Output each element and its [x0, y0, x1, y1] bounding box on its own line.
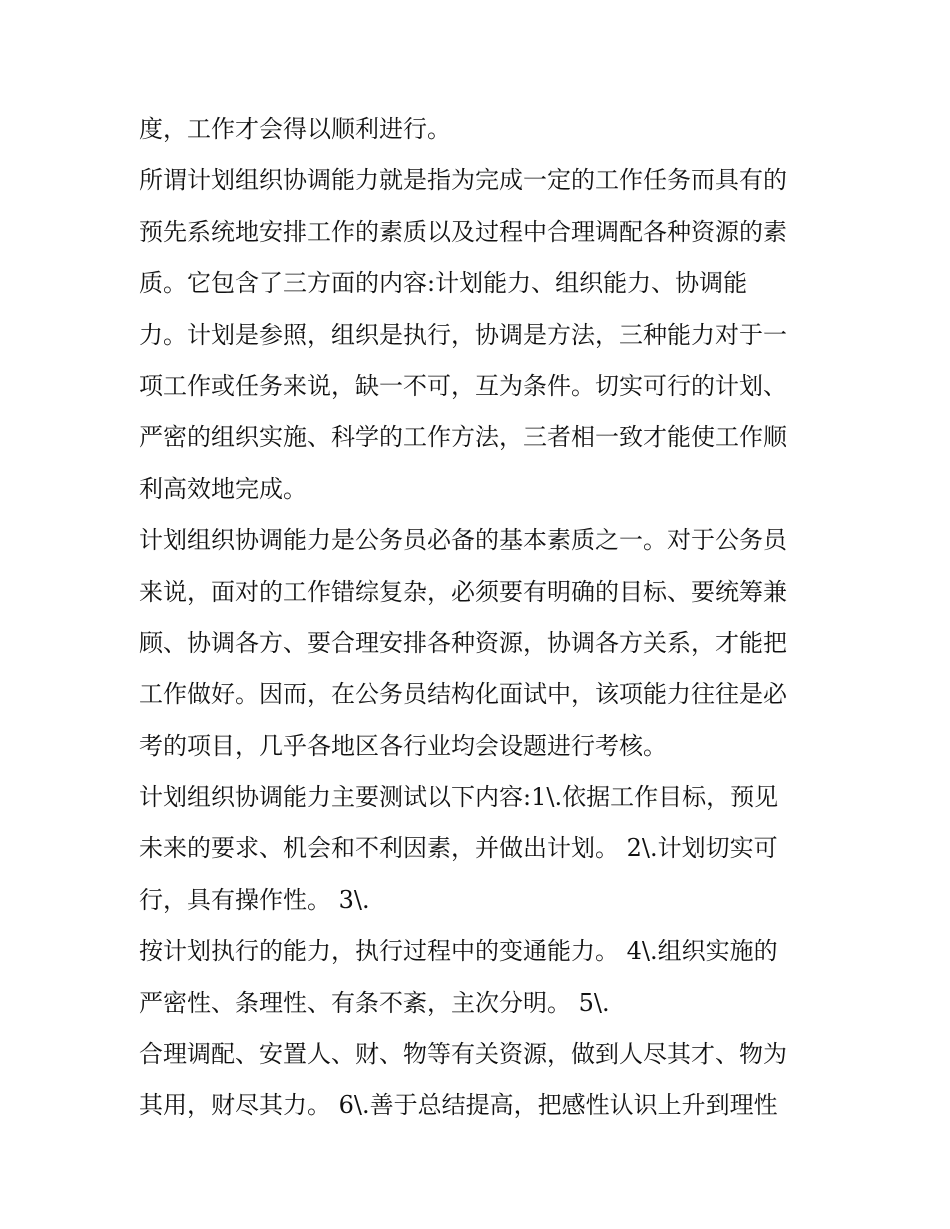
text-line: 来说，面对的工作错综复杂，必须要有明确的目标、要统筹兼	[139, 577, 787, 606]
text-line: 顾、协调各方、要合理安排各种资源，协调各方关系，才能把	[139, 628, 787, 657]
text-line: 预先系统地安排工作的素质以及过程中合理调配各种资源的素	[139, 217, 787, 246]
text-line: 合理调配、安置人、财、物等有关资源，做到人尽其才、物为	[139, 1040, 787, 1069]
text-line: 按计划执行的能力，执行过程中的变通能力。 4\.组织实施的	[139, 937, 778, 966]
text-line: 工作做好。因而，在公务员结构化面试中，该项能力往往是必	[139, 680, 787, 709]
text-line: 力。计划是参照，组织是执行，协调是方法，三种能力对于一	[139, 320, 787, 349]
text-line: 计划组织协调能力主要测试以下内容:1\.依据工作目标，预见	[139, 783, 779, 812]
text-line: 严密性、条理性、有条不紊，主次分明。 5\.	[139, 988, 610, 1017]
text-line: 利高效地完成。	[139, 474, 307, 503]
text-line: 度，工作才会得以顺利进行。	[139, 115, 451, 143]
text-line: 所谓计划组织协调能力就是指为完成一定的工作任务而具有的	[139, 166, 787, 195]
text-line: 质。它包含了三方面的内容:计划能力、组织能力、协调能	[139, 269, 748, 298]
text-line: 项工作或任务来说，缺一不可，互为条件。切实可行的计划、	[139, 371, 787, 400]
text-line: 其用，财尽其力。 6\.善于总结提高，把感性认识上升到理性	[139, 1091, 778, 1120]
document-body	[139, 104, 819, 1132]
text-line: 行，具有操作性。 3\.	[139, 885, 370, 914]
text-line: 考的项目，几乎各地区各行业均会设题进行考核。	[139, 731, 667, 760]
text-line: 计划组织协调能力是公务员必备的基本素质之一。对于公务员	[139, 526, 787, 555]
text-line: 严密的组织实施、科学的工作方法，三者相一致才能使工作顺	[139, 423, 787, 452]
text-line: 未来的要求、机会和不利因素，并做出计划。 2\.计划切实可	[139, 834, 778, 863]
